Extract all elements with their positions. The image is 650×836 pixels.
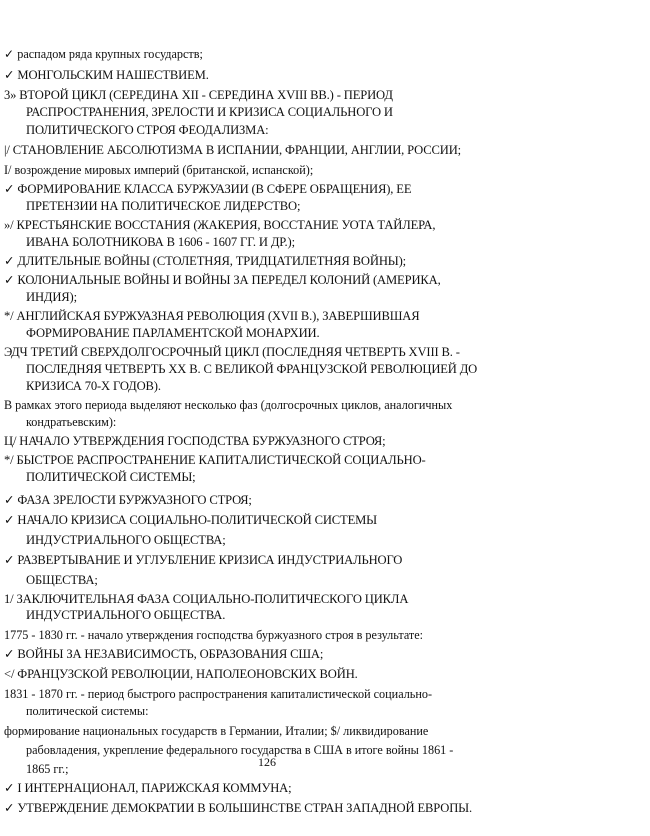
text-line: ✓ ФАЗА ЗРЕЛОСТИ БУРЖУАЗНОГО СТРОЯ; — [4, 493, 252, 507]
text-line: ИНДУСТРИАЛЬНОГО ОБЩЕСТВА; — [26, 533, 226, 547]
text-line: ✓ ВОЙНЫ ЗА НЕЗАВИСИМОСТЬ, ОБРАЗОВАНИЯ США; — [4, 647, 324, 661]
text-line: 1831 - 1870 гг. - период быстрого распространения капиталистической социально- — [4, 687, 433, 701]
text-line: политической системы: — [26, 704, 149, 718]
text-line: ✓ УТВЕРЖДЕНИЕ ДЕМОКРАТИИ В БОЛЬШИНСТВЕ СТРАН ЗАПАДНОЙ ЕВРОПЫ. — [4, 801, 472, 815]
text-line: ИНДИЯ); — [26, 290, 77, 304]
text-line: ✓ МОНГОЛЬСКИМ НАШЕСТВИЕМ. — [4, 68, 209, 82]
page-number: 126 — [258, 755, 276, 769]
text-line: ИНДУСТРИАЛЬНОГО ОБЩЕСТВА. — [26, 608, 226, 622]
text-line: ✓ НАЧАЛО КРИЗИСА СОЦИАЛЬНО-ПОЛИТИЧЕСКОЙ СИСТЕМЫ — [4, 513, 377, 527]
text-line: ПРЕТЕНЗИИ НА ПОЛИТИЧЕСКОЕ ЛИДЕРСТВО; — [26, 199, 301, 213]
text-line: </ ФРАНЦУЗСКОЙ РЕВОЛЮЦИИ, НАПОЛЕОНОВСКИХ ВОЙН. — [4, 667, 358, 681]
text-line: Ц/ НАЧАЛО УТВЕРЖДЕНИЯ ГОСПОДСТВА БУРЖУАЗНОГО СТРОЯ; — [4, 434, 386, 448]
text-line: ✓ КОЛОНИАЛЬНЫЕ ВОЙНЫ И ВОЙНЫ ЗА ПЕРЕДЕЛ КОЛОНИЙ (АМЕРИКА, — [4, 273, 441, 287]
text-line: 1775 - 1830 гг. - начало утверждения господства буржуазного строя в результате: — [4, 628, 424, 642]
text-line: 1865 гг.; — [26, 762, 69, 776]
text-line: КРИЗИСА 70-Х ГОДОВ). — [26, 379, 161, 393]
text-line: кондратьевским): — [26, 415, 117, 429]
text-line: ✓ ФОРМИРОВАНИЕ КЛАССА БУРЖУАЗИИ (В СФЕРЕ ОБРАЩЕНИЯ), ЕЕ — [4, 182, 412, 196]
text-line: формирование национальных государств в Германии, Италии; $/ ликвидирование — [4, 724, 429, 738]
text-line: 1/ ЗАКЛЮЧИТЕЛЬНАЯ ФАЗА СОЦИАЛЬНО-ПОЛИТИЧЕСКОГО ЦИКЛА — [4, 592, 409, 606]
text-line: ФОРМИРОВАНИЕ ПАРЛАМЕНТСКОЙ МОНАРХИИ. — [26, 326, 320, 340]
text-line: ✓ I ИНТЕРНАЦИОНАЛ, ПАРИЖСКАЯ КОММУНА; — [4, 781, 292, 795]
text-line: ✓ распадом ряда крупных государств; — [4, 47, 203, 61]
text-line: »/ КРЕСТЬЯНСКИЕ ВОССТАНИЯ (ЖАКЕРИЯ, ВОССТАНИЕ УОТА ТАЙЛЕРА, — [4, 218, 436, 232]
text-line: рабовладения, укрепление федерального государства в США в итоге войны 1861 - — [26, 743, 454, 757]
text-line: В рамках этого периода выделяют несколько фаз (долгосрочных циклов, аналогичных — [4, 398, 453, 412]
text-line: ИВАНА БОЛОТНИКОВА В 1606 - 1607 ГГ. И ДР.); — [26, 235, 295, 249]
text-line: ✓ ДЛИТЕЛЬНЫЕ ВОЙНЫ (СТОЛЕТНЯЯ, ТРИДЦАТИЛЕТНЯЯ ВОЙНЫ); — [4, 254, 406, 268]
text-line: |/ СТАНОВЛЕНИЕ АБСОЛЮТИЗМА В ИСПАНИИ, ФРАНЦИИ, АНГЛИИ, РОССИИ; — [4, 143, 461, 157]
text-line: РАСПРОСТРАНЕНИЯ, ЗРЕЛОСТИ И КРИЗИСА СОЦИАЛЬНОГО И — [26, 105, 393, 119]
text-line: ЭДЧ ТРЕТИЙ СВЕРХДОЛГОСРОЧНЫЙ ЦИКЛ (ПОСЛЕДНЯЯ ЧЕТВЕРТЬ XVIII В. - — [4, 345, 460, 359]
text-line: ПОСЛЕДНЯЯ ЧЕТВЕРТЬ XX В. С ВЕЛИКОЙ ФРАНЦУЗСКОЙ РЕВОЛЮЦИЕЙ ДО — [26, 362, 478, 376]
text-line: */ БЫСТРОЕ РАСПРОСТРАНЕНИЕ КАПИТАЛИСТИЧЕСКОЙ СОЦИАЛЬНО- — [4, 453, 426, 467]
text-line: ✓ РАЗВЕРТЫВАНИЕ И УГЛУБЛЕНИЕ КРИЗИСА ИНДУСТРИАЛЬНОГО — [4, 553, 403, 567]
text-line: ПОЛИТИЧЕСКОГО СТРОЯ ФЕОДАЛИЗМА: — [26, 123, 269, 137]
text-line: I/ возрождение мировых империй (британской, испанской); — [4, 163, 314, 177]
text-line: 3» ВТОРОЙ ЦИКЛ (СЕРЕДИНА XII - СЕРЕДИНА XVIII ВВ.) - ПЕРИОД — [4, 88, 393, 102]
text-line: ОБЩЕСТВА; — [26, 573, 98, 587]
text-line: */ АНГЛИЙСКАЯ БУРЖУАЗНАЯ РЕВОЛЮЦИЯ (XVII В.), ЗАВЕРШИВШАЯ — [4, 309, 420, 323]
text-line: ПОЛИТИЧЕСКОЙ СИСТЕМЫ; — [26, 470, 196, 484]
